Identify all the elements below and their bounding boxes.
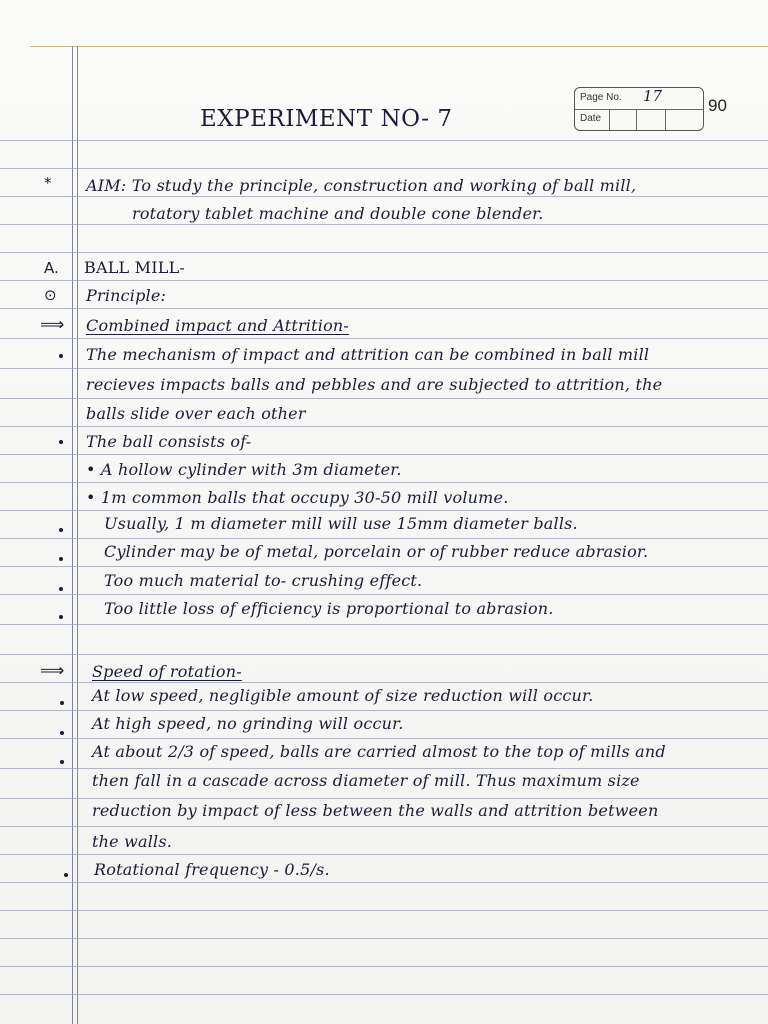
rule-line [0,308,768,309]
bullet-dot [59,440,63,444]
rule-line [0,798,768,799]
rule-line [0,510,768,511]
bullet-dot [59,557,63,561]
page-no-value: 17 [643,87,663,105]
bullet-dot [59,587,63,591]
page-no-row [575,88,703,110]
margin-line-left [72,46,73,1024]
section-a-heading: BALL MILL- [84,258,186,277]
speed-line: At low speed, negligible amount of size reduction will occur. [92,686,594,705]
rule-line [0,994,768,995]
bullet-item: Too much material to- crushing effect. [104,571,423,590]
page-title: EXPERIMENT NO- 7 [200,106,453,132]
bullet-dot [59,354,63,358]
bullet-dot [59,528,63,532]
speed-line: then fall in a cascade across diameter of mill. Thus maximum size [92,771,640,790]
rule-line [0,768,768,769]
date-cell-divider [609,109,610,130]
rule-line [0,224,768,225]
aim-line-2: rotatory tablet machine and double cone blender. [132,204,544,223]
rule-line [0,168,768,169]
bullet-dot [64,873,68,877]
rule-line [0,398,768,399]
rule-line [0,196,768,197]
rule-line [0,280,768,281]
speed-line: At about 2/3 of speed, balls are carried almost to the top of mills and [92,742,666,761]
rule-line [0,538,768,539]
ball-consists-line: The ball consists of- [86,432,252,451]
date-label: Date [580,113,602,124]
subheading-impact-attrition: Combined impact and Attrition- [86,316,350,335]
bullet-item: Cylinder may be of metal, porcelain or of rubber reduce abrasior. [104,542,649,561]
bullet-dot [60,731,64,735]
rule-line [0,426,768,427]
margin-line-right [77,46,78,1024]
sub-item: • 1m common balls that occupy 30-50 mill volume. [86,488,509,507]
date-cell-divider [665,109,666,130]
page-no-label: Page No. [580,92,622,103]
rule-line [0,252,768,253]
bullet-item: Too little loss of efficiency is proportional to abrasion. [104,599,554,618]
speed-line: Rotational frequency - 0.5/s. [94,860,330,879]
top-rule [30,46,768,47]
speed-heading: Speed of rotation- [92,662,242,681]
rule-line [0,368,768,369]
rule-line [0,710,768,711]
aim-line-1: AIM: To study the principle, construction and working of ball mill, [86,176,637,195]
speed-line: the walls. [92,832,173,851]
rule-line [0,454,768,455]
date-row [575,109,703,130]
paragraph-line: recieves impacts balls and pebbles and are subjected to attrition, the [86,375,663,394]
speed-line: reduction by impact of less between the walls and attrition between [92,801,659,820]
paragraph-line: balls slide over each other [86,404,306,423]
date-cell-divider [636,109,637,130]
bullet-dot [60,760,64,764]
rule-line [0,738,768,739]
speed-line: At high speed, no grinding will occur. [92,714,404,733]
bullet-dot [60,701,64,705]
bullet-item: Usually, 1 m diameter mill will use 15mm diameter balls. [104,514,578,533]
rule-line [0,624,768,625]
rule-line [0,966,768,967]
rule-line [0,682,768,683]
rule-line [0,482,768,483]
rule-line [0,338,768,339]
rule-line [0,910,768,911]
page-count: 90 [708,96,727,115]
rule-line [0,882,768,883]
rule-line [0,654,768,655]
rule-line [0,594,768,595]
page-info-box [574,87,704,131]
section-a-marker: A. [44,259,59,277]
principle-marker: ⊙ [44,286,57,304]
arrow-marker: ⟹ [40,661,65,681]
rule-line [0,938,768,939]
rule-line [0,826,768,827]
bullet-dot [59,615,63,619]
arrow-marker: ⟹ [40,315,65,335]
rule-line [0,854,768,855]
rule-line [0,566,768,567]
paragraph-line: The mechanism of impact and attrition can be combined in ball mill [86,345,650,364]
rule-line [0,140,768,141]
principle-heading: Principle: [86,286,167,305]
sub-item: • A hollow cylinder with 3m diameter. [86,460,402,479]
aim-marker: * [44,174,52,192]
